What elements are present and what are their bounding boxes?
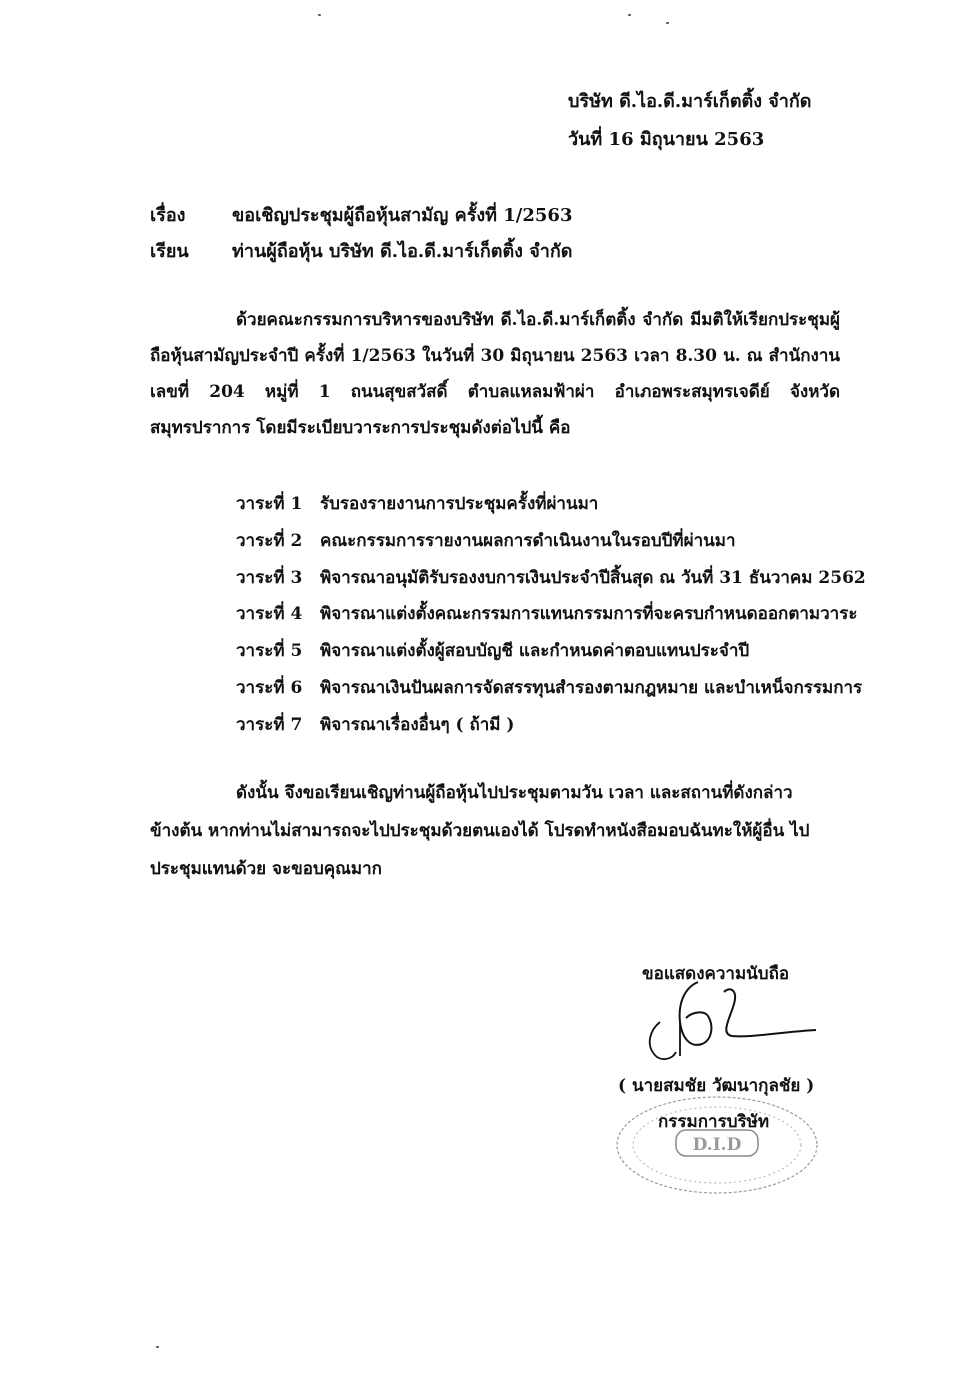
- agenda-number: วาระที่ 7: [236, 714, 303, 735]
- agenda-number: วาระที่ 1: [236, 494, 303, 514]
- agenda-text: พิจารณาแต่งตั้งคณะกรรมการแทนกรรมการที่จะครบกำหนดออกตามวาระ: [320, 604, 858, 625]
- agenda-text: คณะกรรมการรายงานผลการดำเนินงานในรอบปีที่ผ่านมา: [320, 530, 736, 551]
- signatory-position: กรรมการบริษัท: [658, 1112, 770, 1132]
- agenda-item: [236, 486, 866, 523]
- scan-speck: [666, 22, 669, 24]
- signature-greeting: ขอแสดงความนับถือ: [642, 964, 790, 984]
- agenda-item: [236, 707, 866, 744]
- agenda-text: พิจารณาเรื่องอื่นๆ ( ถ้ามี ): [320, 714, 515, 735]
- closing-text: ดังนั้น จึงขอเรียนเชิญท่านผู้ถือหุ้นไปประชุมตามวัน เวลา และสถานที่ดังกล่าว ข้างต้น หากท่านไม่สามารถจะไปประชุมด้วยตนเองได้ โปรดทำหนังสือมอบฉันทะให้ผู้อื่น ไปประชุมแทนด้วย จะขอบคุณมาก: [150, 783, 810, 879]
- agenda-number: วาระที่ 6: [236, 677, 303, 698]
- letter-date: วันที่ 16 มิถุนายน 2563: [568, 129, 765, 150]
- agenda-item: [236, 670, 866, 707]
- subject-label: เรื่อง: [150, 205, 186, 226]
- agenda-item: [236, 596, 866, 633]
- company-seal: [612, 1090, 822, 1200]
- handwritten-signature: [620, 978, 820, 1068]
- agenda-text: พิจารณาแต่งตั้งผู้สอบบัญชี และกำหนดค่าตอบแทนประจำปี: [320, 641, 750, 662]
- recipient-line: [150, 236, 572, 265]
- agenda-text: รับรองรายงานการประชุมครั้งที่ผ่านมา: [320, 494, 599, 514]
- company-name: บริษัท ดี.ไอ.ดี.มาร์เก็ตติ้ง จำกัด: [568, 91, 812, 112]
- scan-speck: [318, 14, 321, 16]
- agenda-text: พิจารณาอนุมัติรับรองงบการเงินประจำปีสิ้นสุด ณ วันที่ 31 ธันวาคม 2562: [320, 567, 866, 588]
- agenda-item: [236, 560, 866, 597]
- scan-speck: [628, 14, 631, 16]
- agenda-number: วาระที่ 4: [236, 604, 303, 625]
- signatory-name: ( นายสมชัย วัฒนากุลชัย ): [618, 1076, 815, 1096]
- agenda-number: วาระที่ 5: [236, 641, 303, 662]
- agenda-number: วาระที่ 3: [236, 567, 303, 588]
- subject-line: [150, 200, 572, 229]
- agenda-number: วาระที่ 2: [236, 530, 303, 551]
- recipient-text: ท่านผู้ถือหุ้น บริษัท ดี.ไอ.ดี.มาร์เก็ตติ้ง จำกัด: [232, 241, 573, 262]
- agenda-list: [236, 486, 866, 744]
- signature-block: [600, 950, 830, 1230]
- svg-text:D.I.D: D.I.D: [692, 1135, 742, 1155]
- body-text: ด้วยคณะกรรมการบริหารของบริษัท ดี.ไอ.ดี.มาร์เก็ตติ้ง จำกัด มีมติให้เรียกประชุมผู้ถือหุ้นสามัญประจำปี ครั้งที่ 1/2563 ในวันที่ 30 มิถุนายน 2563 เวลา 8.30 น. ณ สำนักงาน เลขที่ 204 หมู่ที่ 1 ถนนสุขสวัสดิ์ ตำบลแหลมฟ้าผ่า อำเภอพระสมุทรเจดีย์ จังหวัดสมุทรปราการ โดยมีระเบียบวาระการประชุมดังต่อไปนี้ คือ: [150, 310, 840, 438]
- recipient-label: เรียน: [150, 241, 189, 262]
- scan-speck: [156, 1346, 159, 1348]
- agenda-item: [236, 633, 866, 670]
- closing-paragraph: [150, 774, 810, 888]
- agenda-item: [236, 523, 866, 560]
- body-paragraph: [150, 302, 840, 446]
- agenda-text: พิจารณาเงินปันผลการจัดสรรทุนสำรองตามกฎหมาย และบำเหน็จกรรมการ: [320, 677, 863, 698]
- subject-text: ขอเชิญประชุมผู้ถือหุ้นสามัญ ครั้งที่ 1/2563: [232, 205, 573, 226]
